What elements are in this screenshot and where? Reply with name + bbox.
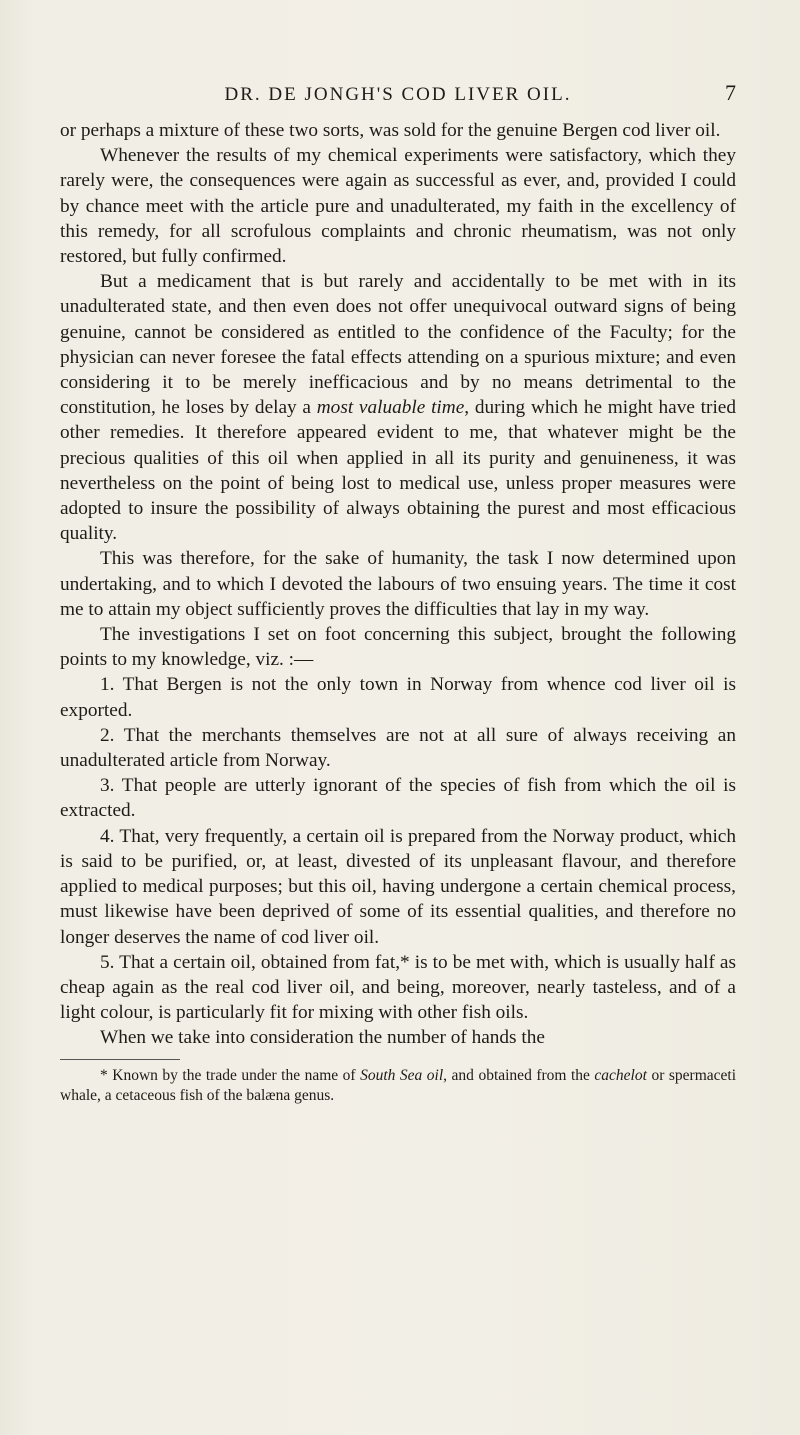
list-item-2	[60, 723, 736, 773]
footnote-rule	[60, 1059, 180, 1060]
text-run: 5. That a certain oil, obtained from fat,* is to be met with, which is usually half as cheap again as the real cod liver oil, and being, moreover, nearly tasteless, and of a light colour, is particularly fit for mixing with other fish oils.	[60, 951, 736, 1024]
text-run: , during which he might have tried other remedies. It therefore appeared evident to me, that whatever might be the precious qualities of this oil when applied in all its purity and genuineness, it was nevertheless on the point of being lost to medical use, unless proper measures were adopted to insure the possibility of always obtaining the purest and most efficacious quality.	[60, 397, 737, 545]
text-run: 2. That the merchants themselves are not at all sure of always receiving an unadulterated article from Norway.	[60, 724, 736, 772]
paragraph-3	[60, 269, 736, 546]
paragraph-2	[60, 143, 736, 269]
paragraph-final	[60, 1025, 736, 1050]
list-item-4	[60, 824, 736, 950]
running-title: DR. DE JONGH'S COD LIVER OIL.	[224, 84, 572, 105]
emphasis-text: South Sea oil	[360, 1066, 444, 1084]
list-item-1	[60, 672, 736, 722]
emphasis-text: most valuable time	[316, 397, 465, 419]
page-number: 7	[725, 80, 736, 105]
paragraph-1	[60, 118, 736, 143]
text-run: 1. That Bergen is not the only town in Norway from whence cod liver oil is exported.	[60, 674, 736, 721]
paragraph-4	[60, 546, 736, 622]
emphasis-text: cachelot	[594, 1066, 647, 1084]
text-run: This was therefore, for the sake of humanity, the task I now determined upon undertaking, and to which I devoted the labours of two ensuing years. The time it cost me to attain my object sufficiently proves the difficulties that lay in my way.	[60, 548, 736, 620]
text-run: or spermaceti whale, a cetaceous fish of the balæna genus.	[60, 1066, 736, 1104]
list-item-3	[60, 773, 736, 823]
paragraph-5	[60, 622, 736, 672]
body-text	[60, 118, 736, 1051]
footnote	[60, 1066, 736, 1106]
text-run: 4. That, very frequently, a certain oil is prepared from the Norway product, which is said to be purified, or, at least, divested of its unpleasant flavour, and therefore applied to medical purposes; but this oil, having undergone a certain chemical process, must likewise have been deprived of some of its essential qualities, and therefore no longer deserves the name of cod liver oil.	[60, 825, 736, 948]
text-run: , and obtained from the	[443, 1066, 595, 1084]
text-run: 3. That people are utterly ignorant of the species of fish from which the oil is extracted.	[60, 775, 736, 822]
text-run: or perhaps a mixture of these two sorts, was sold for the genuine Bergen cod liver oil.	[60, 120, 721, 141]
text-run: * Known by the trade under the name of	[100, 1066, 361, 1084]
running-head	[60, 78, 736, 118]
footnote-text	[60, 1066, 736, 1106]
text-run: But a medicament that is but rarely and accidentally to be met with in its unadulterated state, and then even does not offer unequivocal outward signs of being genuine, cannot be considered as entitled to the confidence of the Faculty; for the physician can never foresee the fatal effects attending on a spurious mixture; and even considering it to be merely inefficacious and by no means detrimental to the constitution, he loses by delay a	[60, 271, 736, 419]
text-run: Whenever the results of my chemical experiments were satisfactory, which they rarely were, the consequences were again as successful as ever, and, provided I could by chance meet with the article pure and unadulterated, my faith in the excellency of this remedy, for all scrofulous complaints and chronic rheumatism, was not only restored, but fully confirmed.	[60, 145, 736, 268]
list-item-5	[60, 950, 736, 1026]
text-run: When we take into consideration the number of hands the	[100, 1027, 545, 1049]
text-run: The investigations I set on foot concerning this subject, brought the following points to my knowledge, viz. :—	[60, 624, 736, 671]
